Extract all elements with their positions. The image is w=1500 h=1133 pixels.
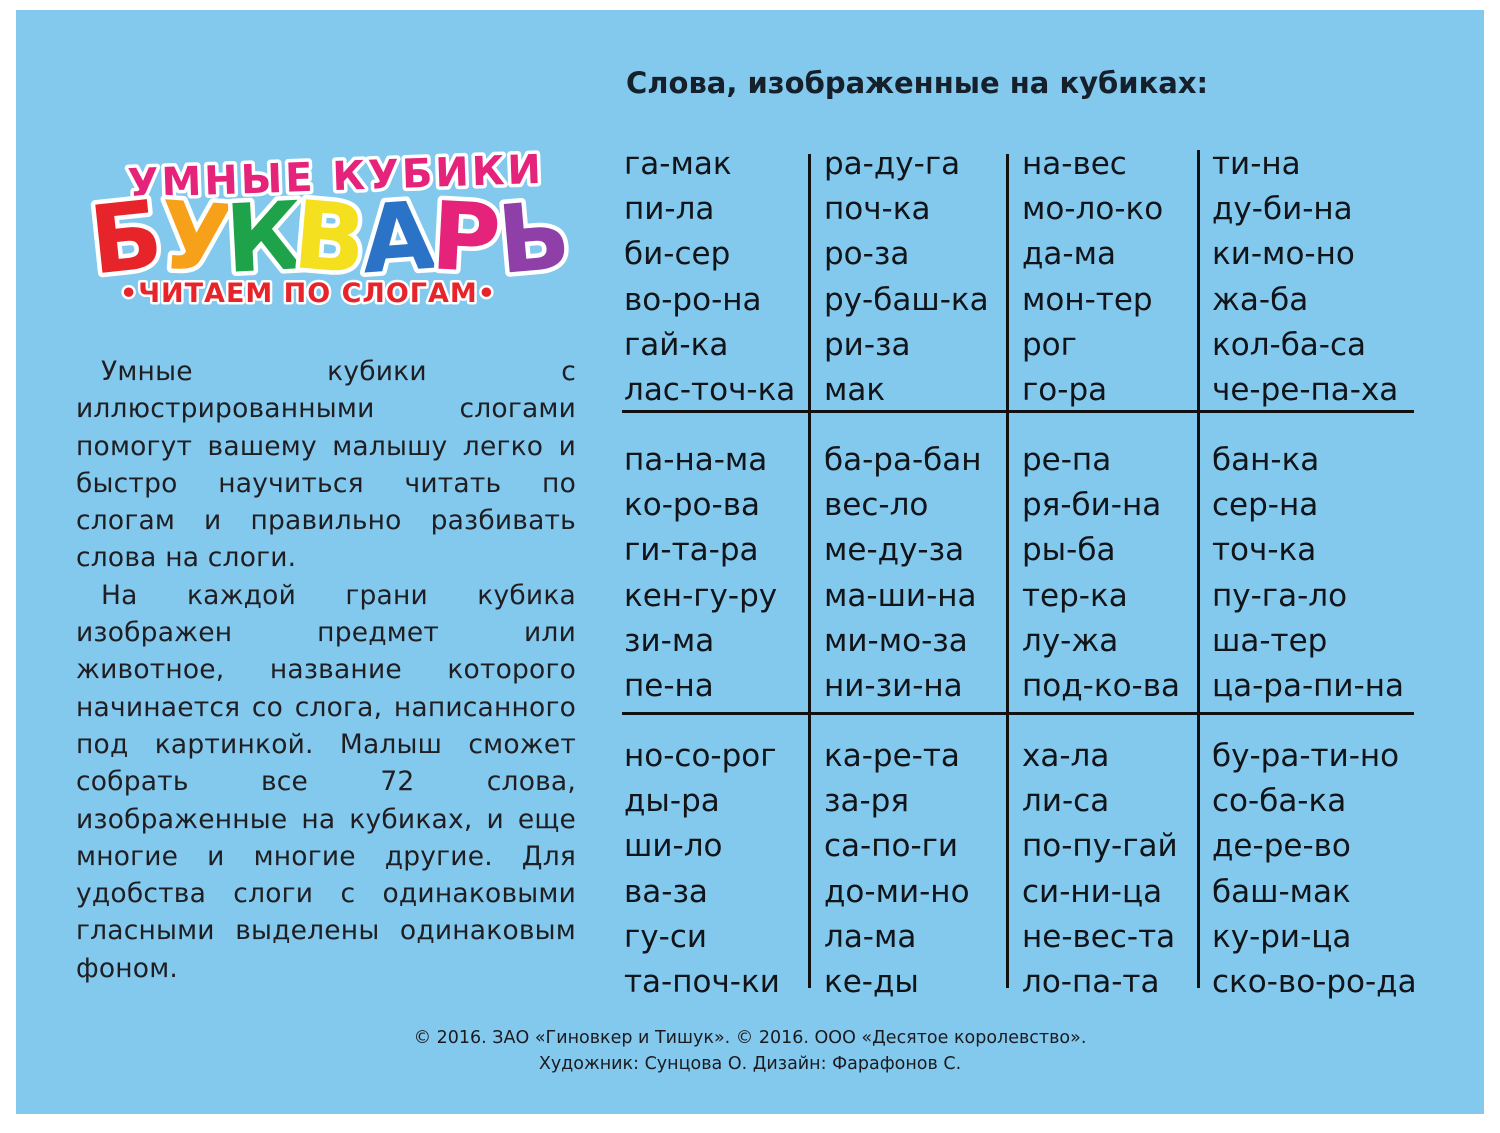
syllable-word: да-ма <box>1022 236 1116 273</box>
word-block <box>1212 734 1417 1005</box>
syllable-word: ры-ба <box>1022 532 1116 569</box>
syllable-word: ло-па-та <box>1022 963 1160 1000</box>
syllable-word: точ-ка <box>1212 532 1317 569</box>
syllable-word: ги-та-ра <box>624 532 759 569</box>
syllable-word: кен-гу-ру <box>624 577 778 614</box>
logo-letter: Б <box>84 180 168 297</box>
syllable-word: ку-ри-ца <box>1212 918 1352 955</box>
logo-letter: Ь <box>493 181 575 296</box>
syllable-word: го-ра <box>1022 371 1108 408</box>
leaflet-card <box>16 10 1484 1114</box>
grid-divider-vertical-3 <box>1197 150 1200 988</box>
description <box>76 353 576 987</box>
syllable-word: пу-га-ло <box>1212 577 1348 614</box>
syllable-word: ха-ла <box>1022 738 1110 774</box>
syllable-word: но-со-рог <box>624 738 777 774</box>
syllable-word: ру-баш-ка <box>824 281 989 318</box>
syllable-word: ти-на <box>1212 146 1301 182</box>
syllable-word: зи-ма <box>624 622 715 659</box>
word-block <box>1212 438 1404 709</box>
syllable-word: ке-ды <box>824 963 919 1000</box>
syllable-word: ри-за <box>824 326 911 363</box>
word-block <box>1022 142 1163 413</box>
syllable-word: лу-жа <box>1022 622 1119 659</box>
syllable-word: ко-ро-ва <box>624 487 760 524</box>
word-block <box>624 142 795 413</box>
grid-divider-vertical-1 <box>808 154 811 988</box>
syllable-word: ря-би-на <box>1022 487 1162 524</box>
syllable-word: пе-на <box>624 667 714 704</box>
logo-letter: У <box>155 181 236 296</box>
words-grid <box>622 138 1422 1000</box>
grid-divider-vertical-2 <box>1006 154 1009 988</box>
syllable-word: во-ро-на <box>624 281 762 318</box>
syllable-word: рог <box>1022 326 1077 363</box>
syllable-word: ды-ра <box>624 783 720 820</box>
syllable-word: кол-ба-са <box>1212 326 1367 363</box>
words-heading: Слова, изображенные на кубиках: <box>626 66 1209 100</box>
footer-copyright: © 2016. ЗАО «Гиновкер и Тишук». © 2016. ООО «Десятое королевство». <box>413 1028 1087 1048</box>
syllable-word: га-мак <box>624 146 732 182</box>
syllable-word: ба-ра-бан <box>824 442 982 478</box>
syllable-word: ши-ло <box>624 828 723 865</box>
syllable-word: жа-ба <box>1212 281 1309 318</box>
syllable-word: ни-зи-на <box>824 667 963 704</box>
description-paragraph-1: Умные кубики с иллюстрированными слогами помогут вашему малышу легко и быстро научиться читать по слогам и правильно разбивать слова на слоги. <box>76 356 576 574</box>
syllable-word: си-ни-ца <box>1022 873 1163 910</box>
syllable-word: ка-ре-та <box>824 738 960 774</box>
syllable-word: лас-точ-ка <box>624 371 796 408</box>
syllable-word: баш-мак <box>1212 873 1351 910</box>
logo-graphic <box>68 142 588 317</box>
syllable-word: по-пу-гай <box>1022 828 1178 865</box>
logo-letter: В <box>289 181 371 296</box>
syllable-word: би-сер <box>624 236 731 273</box>
word-block <box>824 142 989 413</box>
syllable-word: ва-за <box>624 873 708 910</box>
word-block <box>624 438 777 709</box>
logo-top-line: УМНЫЕ КУБИКИ <box>126 146 545 208</box>
word-block <box>1022 734 1178 1005</box>
syllable-word: со-ба-ка <box>1212 783 1347 820</box>
syllable-word: та-поч-ки <box>624 963 780 1000</box>
syllable-word: на-вес <box>1022 146 1127 182</box>
syllable-word: гай-ка <box>624 326 729 363</box>
logo-letter: Р <box>428 182 504 295</box>
word-block <box>1212 142 1398 413</box>
syllable-word: де-ре-во <box>1212 828 1351 865</box>
syllable-word: ме-ду-за <box>824 532 965 569</box>
syllable-word: ла-ма <box>824 918 917 955</box>
logo <box>68 142 588 317</box>
syllable-word: мон-тер <box>1022 281 1153 318</box>
syllable-word: ли-са <box>1022 783 1110 820</box>
syllable-word: ки-мо-но <box>1212 236 1355 273</box>
logo-letter: К <box>222 182 306 295</box>
grid-divider-horizontal-2 <box>622 712 1414 715</box>
word-block <box>624 734 780 1005</box>
syllable-word: ско-во-ро-да <box>1212 963 1417 1000</box>
syllable-word: ша-тер <box>1212 622 1328 659</box>
syllable-word: бан-ка <box>1212 442 1320 478</box>
syllable-word: ма-ши-на <box>824 577 977 614</box>
word-block <box>824 734 970 1005</box>
syllable-word: бу-ра-ти-но <box>1212 738 1400 774</box>
word-block <box>1022 438 1180 709</box>
syllable-word: мак <box>824 371 886 408</box>
footer-credits: Художник: Сунцова О. Дизайн: Фарафонов С. <box>538 1054 962 1074</box>
syllable-word: ро-за <box>824 236 910 273</box>
syllable-word: пи-ла <box>624 191 715 228</box>
syllable-word: ре-па <box>1022 442 1112 478</box>
syllable-word: мо-ло-ко <box>1022 191 1164 228</box>
logo-letter: А <box>358 181 439 296</box>
syllable-word: ра-ду-га <box>824 146 961 182</box>
syllable-word: не-вес-та <box>1022 918 1176 955</box>
syllable-word: че-ре-па-ха <box>1212 371 1399 408</box>
syllable-word: сер-на <box>1212 487 1319 524</box>
syllable-word: ца-ра-пи-на <box>1212 667 1405 704</box>
syllable-word: са-по-ги <box>824 828 959 865</box>
syllable-word: ду-би-на <box>1212 191 1353 228</box>
description-paragraph-2: На каждой грани кубика изображен предмет или животное, название которого начинается со слога, написанного под картинкой. Малыш сможет собрать все 72 слова, изображенные на кубиках, и еще многие и многие другие. Для удобства слоги с одинаковыми гласными выделены одинаковым фоном. <box>76 579 576 984</box>
syllable-word: ми-мо-за <box>824 622 968 659</box>
syllable-word: па-на-ма <box>624 442 768 478</box>
word-block <box>824 438 982 709</box>
syllable-word: за-ря <box>824 783 909 820</box>
syllable-word: поч-ка <box>824 191 931 228</box>
syllable-word: под-ко-ва <box>1022 667 1180 704</box>
syllable-word: тер-ка <box>1022 577 1128 614</box>
syllable-word: вес-ло <box>824 487 929 524</box>
syllable-word: гу-си <box>624 918 708 955</box>
logo-bottom-line: •ЧИТАЕМ ПО СЛОГАМ• <box>119 278 497 309</box>
syllable-word: до-ми-но <box>824 873 970 910</box>
